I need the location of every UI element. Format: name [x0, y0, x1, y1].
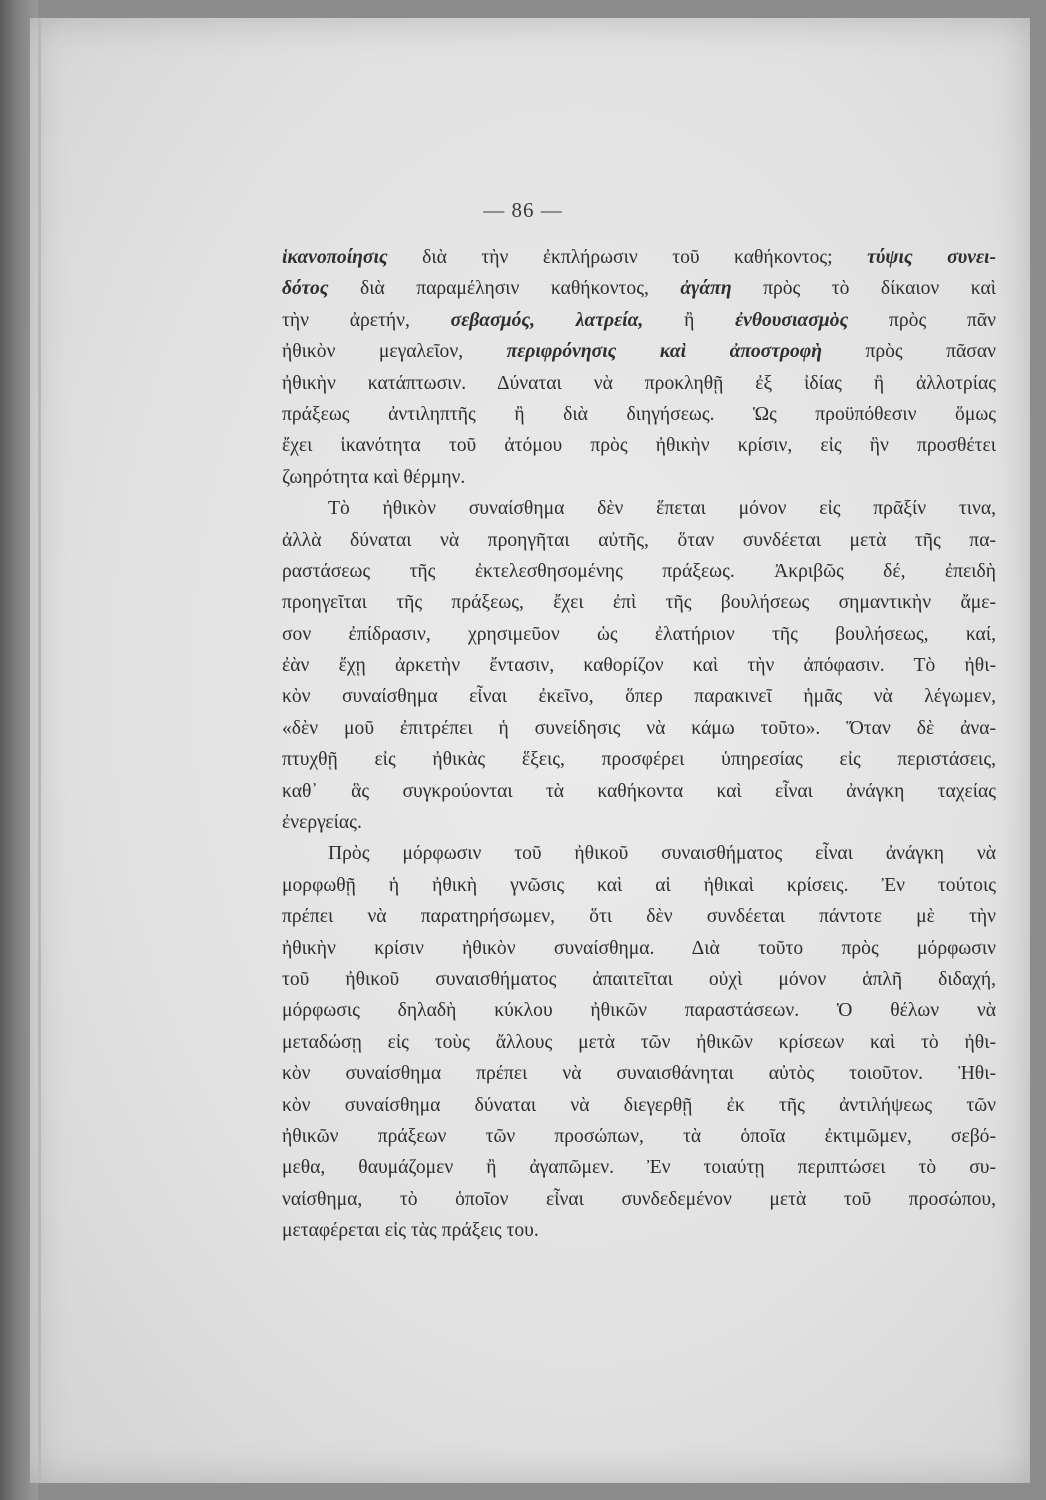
paragraph	[282, 838, 996, 1246]
text-line	[282, 744, 996, 775]
text-line	[282, 807, 996, 838]
text-line	[282, 933, 996, 964]
emphasized-term: τύψις συνει-	[867, 247, 996, 268]
page-number: — 86 —	[483, 198, 563, 222]
text-segment: καθ᾽ ἃς συγκρούονται τὰ καθήκοντα καὶ εἶναι ἀνάγκη ταχείας	[282, 780, 996, 802]
text-line	[282, 1027, 996, 1058]
text-segment: πρὸς πᾶν	[848, 309, 996, 331]
text-segment: κὸν συναίσθημα πρέπει νὰ συναισθάνηται αὐτὸς τοιοῦτον. Ἠθι-	[282, 1063, 996, 1085]
text-segment: διὰ παραμέλησιν καθήκοντος,	[328, 278, 681, 300]
text-segment: σον ἐπίδρασιν, χρησιμεῦον ὡς ἐλατήριον τῆς βουλήσεως, καί,	[282, 623, 996, 645]
emphasized-term: ἀγάπη	[680, 278, 732, 300]
text-segment: ἠθικὴν κρίσιν ἠθικὸν συναίσθημα. Διὰ τοῦτο πρὸς μόρφωσιν	[282, 937, 996, 959]
text-segment: ναίσθημα, τὸ ὁποῖον εἶναι συνδεδεμένον μετὰ τοῦ προσώπου,	[282, 1188, 996, 1210]
text-segment: ἐὰν ἔχῃ ἀρκετὴν ἔντασιν, καθορίζον καὶ τὴν ἀπόφασιν. Τὸ ἠθι-	[282, 655, 996, 677]
text-line	[282, 964, 996, 995]
text-segment: ἠθικῶν πράξεων τῶν προσώπων, τὰ ὁποῖα ἐκτιμῶμεν, σεβό-	[282, 1125, 996, 1147]
emphasized-term: σεβασμός, λατρεία,	[450, 309, 644, 331]
text-line	[282, 525, 996, 556]
text-segment: ἠθικὸν μεγαλεῖον,	[282, 341, 507, 363]
text-segment: προηγεῖται τῆς πράξεως, ἔχει ἐπὶ τῆς βουλήσεως σημαντικὴν ἄμε-	[282, 592, 996, 614]
text-segment: μεθα, θαυμάζομεν ἢ ἀγαπῶμεν. Ἐν τοιαύτῃ περιπτώσει τὸ συ-	[282, 1157, 996, 1179]
emphasized-term: ἱκανοποίησις	[282, 247, 388, 268]
text-segment: πράξεως ἀντιληπτῆς ἢ διὰ διηγήσεως. Ὡς προϋπόθεσιν ὅμως	[282, 403, 996, 425]
text-line	[282, 273, 996, 304]
text-segment: τὴν ἀρετήν,	[282, 309, 451, 331]
emphasized-term: ἐνθουσιασμὸς	[735, 309, 849, 331]
text-line	[282, 430, 996, 461]
text-line	[282, 1090, 996, 1121]
text-line	[282, 776, 996, 807]
text-segment: ἐνεργείας.	[282, 812, 362, 834]
text-line	[282, 681, 996, 712]
text-line	[282, 619, 996, 650]
text-segment: πρὸς πᾶσαν	[822, 341, 996, 363]
paragraph	[282, 493, 996, 838]
text-line	[282, 368, 996, 399]
text-line	[282, 305, 996, 336]
text-line	[282, 838, 996, 869]
text-line	[282, 1121, 996, 1152]
text-line	[282, 1058, 996, 1089]
text-segment: κὸν συναίσθημα δύναται νὰ διεγερθῇ ἐκ τῆς ἀντιλήψεως τῶν	[282, 1094, 996, 1116]
text-line	[282, 650, 996, 681]
emphasized-term: περιφρόνησις καὶ ἀποστροφὴ	[506, 341, 822, 363]
text-line	[282, 995, 996, 1026]
text-segment: τοῦ ἠθικοῦ συναισθήματος ἀπαιτεῖται οὐχὶ μόνον ἁπλῆ διδαχή,	[282, 968, 996, 990]
text-line	[282, 1152, 996, 1183]
paragraph	[282, 242, 996, 493]
text-segment: Τὸ ἠθικὸν συναίσθημα δὲν ἕπεται μόνον εἰς πρᾶξίν τινα,	[328, 498, 996, 520]
text-segment: ραστάσεως τῆς ἐκτελεσθησομένης πράξεως. Ἀκριβῶς δέ, ἐπειδὴ	[282, 560, 996, 582]
text-segment: πτυχθῇ εἰς ἠθικὰς ἕξεις, προσφέρει ὑπηρεσίας εἰς περιστάσεις,	[282, 749, 996, 771]
text-segment: μεταδώσῃ εἰς τοὺς ἄλλους μετὰ τῶν ἠθικῶν κρίσεων καὶ τὸ ἠθι-	[282, 1031, 996, 1053]
text-segment: ἢ	[643, 309, 736, 331]
text-segment: ζωηρότητα καὶ θέρμην.	[282, 466, 466, 488]
text-segment: πρὸς τὸ δίκαιον καὶ	[731, 278, 996, 300]
emphasized-term: δότος	[282, 278, 329, 300]
text-segment: μόρφωσις δηλαδὴ κύκλου ἠθικῶν παραστάσεων. Ὁ θέλων νὰ	[282, 1000, 996, 1022]
text-line	[282, 870, 996, 901]
text-segment: μεταφέρεται εἰς τὰς πράξεις του.	[282, 1220, 539, 1242]
text-line	[282, 493, 996, 524]
text-segment: ἠθικὴν κατάπτωσιν. Δύναται νὰ προκληθῇ ἐξ ἰδίας ἢ ἀλλοτρίας	[282, 372, 996, 394]
text-segment: πρέπει νὰ παρατηρήσωμεν, ὅτι δὲν συνδέεται πάντοτε μὲ τὴν	[282, 906, 996, 928]
text-segment: Πρὸς μόρφωσιν τοῦ ἠθικοῦ συναισθήματος εἶναι ἀνάγκη νὰ	[328, 843, 996, 865]
text-line	[282, 399, 996, 430]
text-segment: «δὲν μοῦ ἐπιτρέπει ἡ συνείδησις νὰ κάμω τοῦτο». Ὅταν δὲ ἀνα-	[282, 717, 996, 739]
body-text	[282, 242, 996, 1247]
text-line	[282, 556, 996, 587]
text-segment: ἀλλὰ δύναται νὰ προηγῆται αὐτῆς, ὅταν συνδέεται μετὰ τῆς πα-	[282, 529, 996, 551]
text-line	[282, 336, 996, 367]
text-line	[282, 1184, 996, 1215]
text-line	[282, 242, 996, 273]
text-segment: διὰ τὴν ἐκπλήρωσιν τοῦ καθήκοντος;	[387, 247, 868, 268]
text-line	[282, 1215, 996, 1246]
text-segment: κὸν συναίσθημα εἶναι ἐκεῖνο, ὅπερ παρακινεῖ ἡμᾶς νὰ λέγωμεν,	[282, 686, 996, 708]
page-fold-line	[38, 18, 41, 1483]
text-segment: ἔχει ἱκανότητα τοῦ ἀτόμου πρὸς ἠθικὴν κρίσιν, εἰς ἣν προσθέτει	[282, 435, 996, 457]
text-segment: μορφωθῇ ἡ ἠθικὴ γνῶσις καὶ αἱ ἠθικαὶ κρίσεις. Ἐν τούτοις	[282, 874, 996, 896]
text-line	[282, 462, 996, 493]
text-line	[282, 901, 996, 932]
text-line	[282, 713, 996, 744]
text-line	[282, 587, 996, 618]
